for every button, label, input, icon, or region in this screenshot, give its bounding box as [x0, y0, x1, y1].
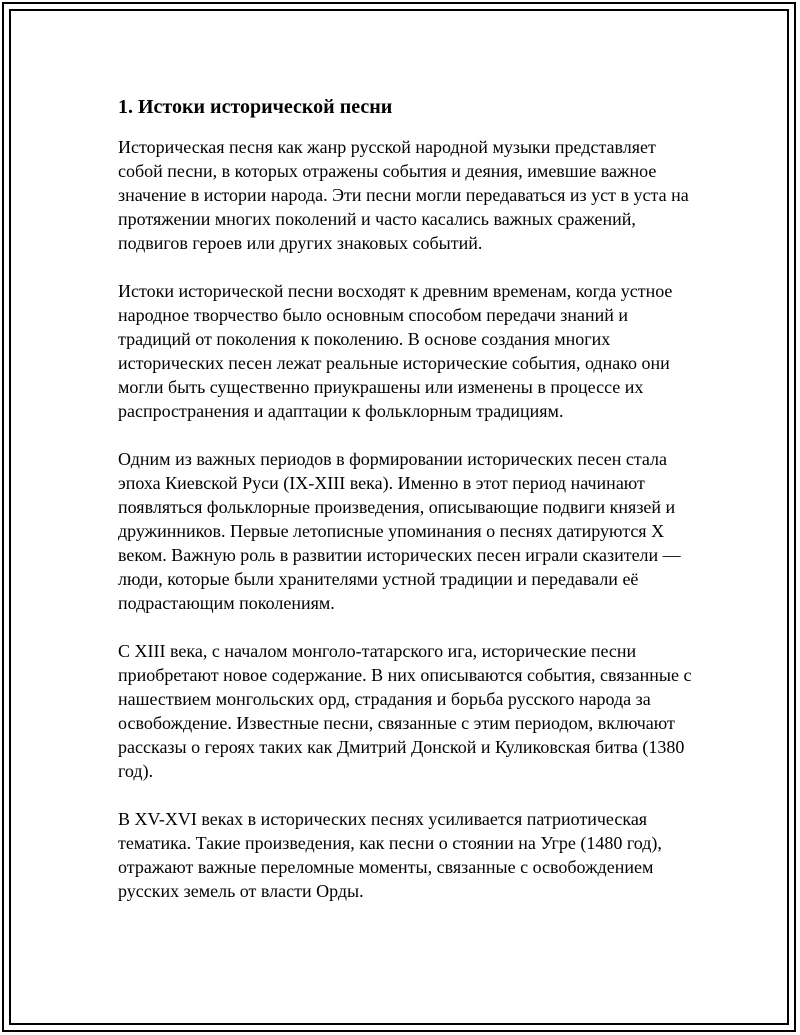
paragraph-mongol-period: С XIII века, с началом монголо-татарского ига, исторические песни приобретают новое содержание. В них описываются события, связанные с нашествием монгольских орд, страдания и борьба русского народа за освобождение. Известные песни, связанные с этим периодом, включают рассказы о героях таких как Дмитрий Донской и Куликовская битва (1380 год). — [118, 641, 692, 781]
paragraph-kievan-rus: Одним из важных периодов в формировании исторических песен стала эпоха Киевской Руси (IX-XIII века). Именно в этот период начинают появляться фольклорные произведения, описывающие подвиги князей и дружинников. Первые летописные упоминания о песнях датируются X веком. Важную роль в развитии исторических песен играли сказители — люди, которые были хранителями устной традиции и передавали её подрастающим поколениям. — [118, 449, 681, 613]
document-body — [118, 95, 698, 927]
paragraph-xv-xvi-centuries: В XV-XVI веках в исторических песнях усиливается патриотическая тематика. Такие произведения, как песни о стоянии на Угре (1480 год), отражают важные переломные моменты, связанные с освобождением русских земель от власти Орды. — [118, 809, 662, 901]
section-heading: 1. Истоки исторической песни — [118, 96, 393, 118]
paragraph-origins: Истоки исторической песни восходят к древним временам, когда устное народное творчество было основным способом передачи знаний и традиций от поколения к поколению. В основе создания многих исторических песен лежат реальные исторические события, однако они могли быть существенно приукрашены или изменены в процессе их распространения и адаптации к фольклорным традициям. — [118, 281, 673, 421]
paragraph-definition: Историческая песня как жанр русской народной музыки представляет собой песни, в которых отражены события и деяния, имевшие важное значение в истории народа. Эти песни могли передаваться из уст в уста на протяжении многих поколений и часто касались важных сражений, подвигов героев или других знаковых событий. — [118, 137, 689, 253]
